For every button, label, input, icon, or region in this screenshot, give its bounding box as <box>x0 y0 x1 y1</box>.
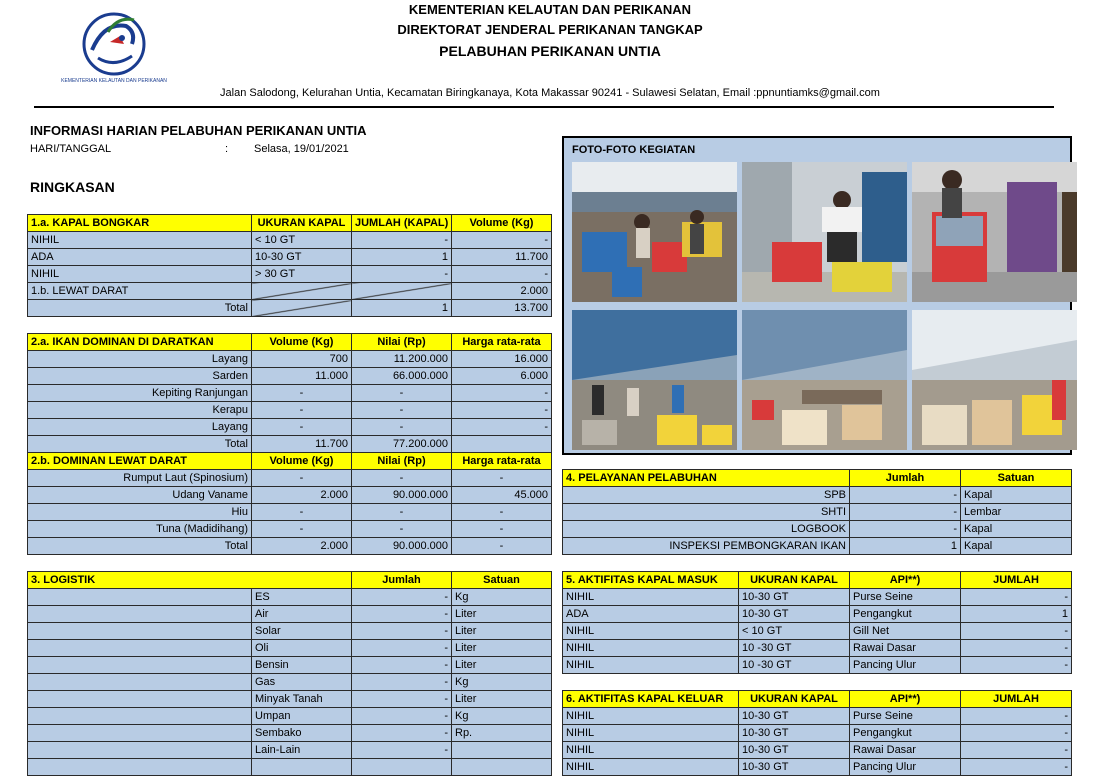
table-cell: - <box>961 640 1072 657</box>
table-cell: - <box>352 385 452 402</box>
header-cell: API**) <box>850 572 961 589</box>
header-cell: Volume (Kg) <box>252 453 352 470</box>
table-cell: NIHIL <box>563 708 739 725</box>
table-ikan-dominan <box>27 333 552 453</box>
table-cell: - <box>961 742 1072 759</box>
table-cell: 11.000 <box>252 368 352 385</box>
table-cell: 11.700 <box>452 249 552 266</box>
table-kapal-keluar <box>562 690 1072 776</box>
photo-fish-auction-hall <box>572 310 737 450</box>
diagonal-cell <box>252 283 352 300</box>
table-row <box>563 759 1072 776</box>
table-cell: Bensin <box>252 657 352 674</box>
table-cell: - <box>352 402 452 419</box>
table-cell: - <box>850 504 961 521</box>
table-cell: Purse Seine <box>850 708 961 725</box>
table-cell: - <box>961 589 1072 606</box>
port-name: PELABUHAN PERIKANAN UNTIA <box>439 43 661 59</box>
table-cell: Liter <box>452 657 552 674</box>
table-cell: Rawai Dasar <box>850 640 961 657</box>
table-cell: NIHIL <box>563 623 739 640</box>
table-cell: - <box>352 725 452 742</box>
table-cell: 66.000.000 <box>352 368 452 385</box>
table-cell: Kapal <box>961 538 1072 555</box>
table-row <box>28 351 552 368</box>
table-row <box>28 657 552 674</box>
table-cell: LOGBOOK <box>563 521 850 538</box>
table-cell: Pancing Ulur <box>850 759 961 776</box>
header-cell: UKURAN KAPAL <box>739 691 850 708</box>
table-cell: 1 <box>850 538 961 555</box>
directorate-name: DIREKTORAT JENDERAL PERIKANAN TANGKAP <box>397 22 703 37</box>
header-cell: 3. LOGISTIK <box>28 572 352 589</box>
table-cell: Gas <box>252 674 352 691</box>
table-cell: SHTI <box>563 504 850 521</box>
logo-text: KEMENTERIAN KELAUTAN DAN PERIKANAN <box>61 78 167 84</box>
table-cell: 10 -30 GT <box>739 657 850 674</box>
table-row <box>563 657 1072 674</box>
table-cell: 1 <box>352 300 452 317</box>
table-row <box>28 640 552 657</box>
diagonal-cell <box>352 283 452 300</box>
table-pelayanan-pelabuhan <box>562 469 1072 555</box>
header-divider <box>34 106 1054 108</box>
table-cell: - <box>452 266 552 283</box>
table-row <box>28 589 552 606</box>
table-cell: - <box>252 470 352 487</box>
table-cell: 11.200.000 <box>352 351 452 368</box>
table-kapal-masuk <box>562 571 1072 674</box>
table-cell: - <box>252 402 352 419</box>
blank-cell <box>28 725 252 742</box>
blank-cell <box>28 589 252 606</box>
table-row <box>28 606 552 623</box>
table-cell: 700 <box>252 351 352 368</box>
table-cell: Layang <box>28 419 252 436</box>
table-dominan-lewat-darat <box>27 452 552 555</box>
table-cell: - <box>352 266 452 283</box>
header-cell: Harga rata-rata <box>452 453 552 470</box>
table-cell: < 10 GT <box>739 623 850 640</box>
ministry-logo <box>61 2 167 86</box>
table-row <box>28 385 552 402</box>
table-row <box>563 606 1072 623</box>
table-row <box>28 249 552 266</box>
table-cell: Oli <box>252 640 352 657</box>
table-cell: NIHIL <box>563 725 739 742</box>
table-cell: NIHIL <box>563 640 739 657</box>
total-label: Total <box>28 300 252 317</box>
date-colon: : <box>225 143 229 155</box>
table-cell: Kg <box>452 589 552 606</box>
photo-sardine-basket <box>912 162 1077 302</box>
table-row <box>563 725 1072 742</box>
table-row <box>28 708 552 725</box>
photo-fish-crates-hall <box>912 310 1077 450</box>
table-row <box>563 623 1072 640</box>
table-cell: Gill Net <box>850 623 961 640</box>
table-cell: Sarden <box>28 368 252 385</box>
table-cell: 90.000.000 <box>352 538 452 555</box>
table-cell: - <box>452 504 552 521</box>
table-cell: Tuna (Madidihang) <box>28 521 252 538</box>
table-cell: - <box>252 521 352 538</box>
table-row <box>563 504 1072 521</box>
header-cell: Nilai (Rp) <box>352 334 452 351</box>
table-cell: - <box>352 674 452 691</box>
table-row <box>28 623 552 640</box>
table-cell: Layang <box>28 351 252 368</box>
table-cell: - <box>850 521 961 538</box>
table-cell: - <box>961 725 1072 742</box>
table-cell: NIHIL <box>563 589 739 606</box>
header-cell: UKURAN KAPAL <box>739 572 850 589</box>
photo-fish-unloading-harbor <box>572 162 737 302</box>
table-cell: NIHIL <box>563 657 739 674</box>
table-cell: 77.200.000 <box>352 436 452 453</box>
blank-cell <box>352 759 452 776</box>
table-cell: Purse Seine <box>850 589 961 606</box>
table-cell: - <box>352 742 452 759</box>
table-row <box>28 742 552 759</box>
table-row <box>28 691 552 708</box>
table-cell: - <box>452 470 552 487</box>
table-cell: Solar <box>252 623 352 640</box>
table-cell: - <box>961 623 1072 640</box>
table-cell: Rp. <box>452 725 552 742</box>
photo-fish-market-crowd <box>742 310 907 450</box>
table-cell: NIHIL <box>28 232 252 249</box>
table-cell: Kepiting Ranjungan <box>28 385 252 402</box>
table-cell: - <box>452 402 552 419</box>
table-cell: - <box>352 640 452 657</box>
table-cell: Liter <box>452 691 552 708</box>
header-cell: Satuan <box>961 470 1072 487</box>
diagonal-cell <box>252 300 352 317</box>
header-cell: Volume (Kg) <box>252 334 352 351</box>
blank-cell <box>28 759 252 776</box>
table-row <box>28 283 552 300</box>
table-row <box>28 266 552 283</box>
table-cell: Liter <box>452 623 552 640</box>
table-cell: 10-30 GT <box>739 742 850 759</box>
table-cell: 13.700 <box>452 300 552 317</box>
table-cell: Udang Vaname <box>28 487 252 504</box>
table-row <box>28 419 552 436</box>
address: Jalan Salodong, Kelurahan Untia, Kecamatan Biringkanaya, Kota Makassar 90241 - Sulawesi Selatan, Email :ppnuntiamks@gmail.com <box>220 87 880 99</box>
date-value: Selasa, 19/01/2021 <box>254 143 349 155</box>
table-cell: 2.000 <box>252 487 352 504</box>
table-cell: 6.000 <box>452 368 552 385</box>
header-cell: API**) <box>850 691 961 708</box>
table-cell: 11.700 <box>252 436 352 453</box>
table-cell: SPB <box>563 487 850 504</box>
photo-fish-crate-carrying <box>742 162 907 302</box>
table-row <box>563 538 1072 555</box>
table-row <box>28 504 552 521</box>
table-cell: ADA <box>563 606 739 623</box>
table-cell <box>452 742 552 759</box>
table-cell: Kapal <box>961 487 1072 504</box>
table-cell: Hiu <box>28 504 252 521</box>
photo-panel-title: FOTO-FOTO KEGIATAN <box>572 144 696 156</box>
table-row <box>28 674 552 691</box>
table-cell: Liter <box>452 640 552 657</box>
header-cell: Satuan <box>452 572 552 589</box>
table-cell: Liter <box>452 606 552 623</box>
table-cell: 10-30 GT <box>739 725 850 742</box>
table-cell: - <box>452 232 552 249</box>
table-cell: Air <box>252 606 352 623</box>
table-row <box>28 470 552 487</box>
header-cell: Jumlah <box>850 470 961 487</box>
table-row-total <box>28 300 552 317</box>
blank-cell <box>252 759 352 776</box>
table-cell: - <box>352 470 452 487</box>
table-cell: Lain-Lain <box>252 742 352 759</box>
header-cell: 6. AKTIFITAS KAPAL KELUAR <box>563 691 739 708</box>
header-cell: JUMLAH <box>961 572 1072 589</box>
photo-panel <box>562 136 1072 455</box>
table-cell: Rumput Laut (Spinosium) <box>28 470 252 487</box>
table-cell: - <box>352 691 452 708</box>
table-cell: 1 <box>961 606 1072 623</box>
blank-cell <box>28 691 252 708</box>
table-row <box>28 487 552 504</box>
table-cell: Pengangkut <box>850 725 961 742</box>
blank-cell <box>28 742 252 759</box>
header-cell: Nilai (Rp) <box>352 453 452 470</box>
table-row <box>563 742 1072 759</box>
table-cell: - <box>452 385 552 402</box>
blank-cell <box>452 759 552 776</box>
header-cell: UKURAN KAPAL <box>252 215 352 232</box>
blank-cell <box>28 708 252 725</box>
table-row <box>28 402 552 419</box>
table-row <box>563 708 1072 725</box>
blank-cell <box>28 606 252 623</box>
table-cell: - <box>452 419 552 436</box>
header-cell: Harga rata-rata <box>452 334 552 351</box>
table-cell: Rawai Dasar <box>850 742 961 759</box>
table-cell: Umpan <box>252 708 352 725</box>
header-cell: Volume (Kg) <box>452 215 552 232</box>
table-row <box>28 725 552 742</box>
table-cell: - <box>452 538 552 555</box>
table-cell: - <box>850 487 961 504</box>
table-cell: 90.000.000 <box>352 487 452 504</box>
header-cell: JUMLAH (KAPAL) <box>352 215 452 232</box>
table-row-total <box>28 436 552 453</box>
table-cell: Kapal <box>961 521 1072 538</box>
table-cell: - <box>352 232 452 249</box>
table-cell: NIHIL <box>28 266 252 283</box>
table-cell: Pengangkut <box>850 606 961 623</box>
date-label: HARI/TANGGAL <box>30 143 112 155</box>
table-kapal-bongkar <box>27 214 552 317</box>
blank-cell <box>28 657 252 674</box>
table-row <box>28 759 552 776</box>
table-row <box>28 232 552 249</box>
table-cell: Kg <box>452 708 552 725</box>
table-cell: - <box>352 589 452 606</box>
header-cell: JUMLAH <box>961 691 1072 708</box>
table-cell: NIHIL <box>563 759 739 776</box>
header-cell: 2.b. DOMINAN LEWAT DARAT <box>28 453 252 470</box>
table-row <box>28 521 552 538</box>
table-cell <box>452 436 552 453</box>
table-cell: > 30 GT <box>252 266 352 283</box>
table-cell: Sembako <box>252 725 352 742</box>
header-cell: 2.a. IKAN DOMINAN DI DARATKAN <box>28 334 252 351</box>
table-cell: - <box>352 504 452 521</box>
table-cell: 1 <box>352 249 452 266</box>
table-cell: 10-30 GT <box>739 606 850 623</box>
table-cell: - <box>352 606 452 623</box>
table-row <box>28 368 552 385</box>
table-cell: - <box>352 419 452 436</box>
blank-cell <box>28 623 252 640</box>
table-cell: 2.000 <box>252 538 352 555</box>
table-cell: 16.000 <box>452 351 552 368</box>
blank-cell <box>28 674 252 691</box>
table-cell: Kg <box>452 674 552 691</box>
table-cell: 10-30 GT <box>739 708 850 725</box>
total-label: Total <box>28 436 252 453</box>
blank-cell <box>28 640 252 657</box>
summary-title: RINGKASAN <box>30 179 115 195</box>
table-row <box>563 640 1072 657</box>
table-cell: ES <box>252 589 352 606</box>
table-cell: - <box>252 385 352 402</box>
header-cell: 4. PELAYANAN PELABUHAN <box>563 470 850 487</box>
table-cell: NIHIL <box>563 742 739 759</box>
table-cell: INSPEKSI PEMBONGKARAN IKAN <box>563 538 850 555</box>
header-cell: Jumlah <box>352 572 452 589</box>
table-cell: 10-30 GT <box>739 759 850 776</box>
table-cell: < 10 GT <box>252 232 352 249</box>
table-row <box>563 487 1072 504</box>
table-cell: 45.000 <box>452 487 552 504</box>
table-cell: 10 -30 GT <box>739 640 850 657</box>
table-cell: ADA <box>28 249 252 266</box>
table-cell: - <box>961 759 1072 776</box>
table-cell: Kerapu <box>28 402 252 419</box>
report-title: INFORMASI HARIAN PELABUHAN PERIKANAN UNTIA <box>30 123 367 138</box>
table-cell: - <box>452 521 552 538</box>
header-cell: 1.a. KAPAL BONGKAR <box>28 215 252 232</box>
table-cell: 10-30 GT <box>739 589 850 606</box>
table-cell: Pancing Ulur <box>850 657 961 674</box>
table-cell: Lembar <box>961 504 1072 521</box>
table-cell: 1.b. LEWAT DARAT <box>28 283 252 300</box>
total-label: Total <box>28 538 252 555</box>
table-cell: - <box>961 657 1072 674</box>
table-cell: 10-30 GT <box>252 249 352 266</box>
table-logistik <box>27 571 552 776</box>
table-cell: - <box>252 504 352 521</box>
table-row <box>563 589 1072 606</box>
ministry-name: KEMENTERIAN KELAUTAN DAN PERIKANAN <box>408 2 692 17</box>
table-cell: Minyak Tanah <box>252 691 352 708</box>
table-cell: - <box>352 708 452 725</box>
table-cell: - <box>352 623 452 640</box>
header-cell: 5. AKTIFITAS KAPAL MASUK <box>563 572 739 589</box>
table-row-total <box>28 538 552 555</box>
table-cell: - <box>352 657 452 674</box>
table-cell: 2.000 <box>452 283 552 300</box>
table-cell: - <box>961 708 1072 725</box>
table-cell: - <box>352 521 452 538</box>
table-row <box>563 521 1072 538</box>
table-cell: - <box>252 419 352 436</box>
